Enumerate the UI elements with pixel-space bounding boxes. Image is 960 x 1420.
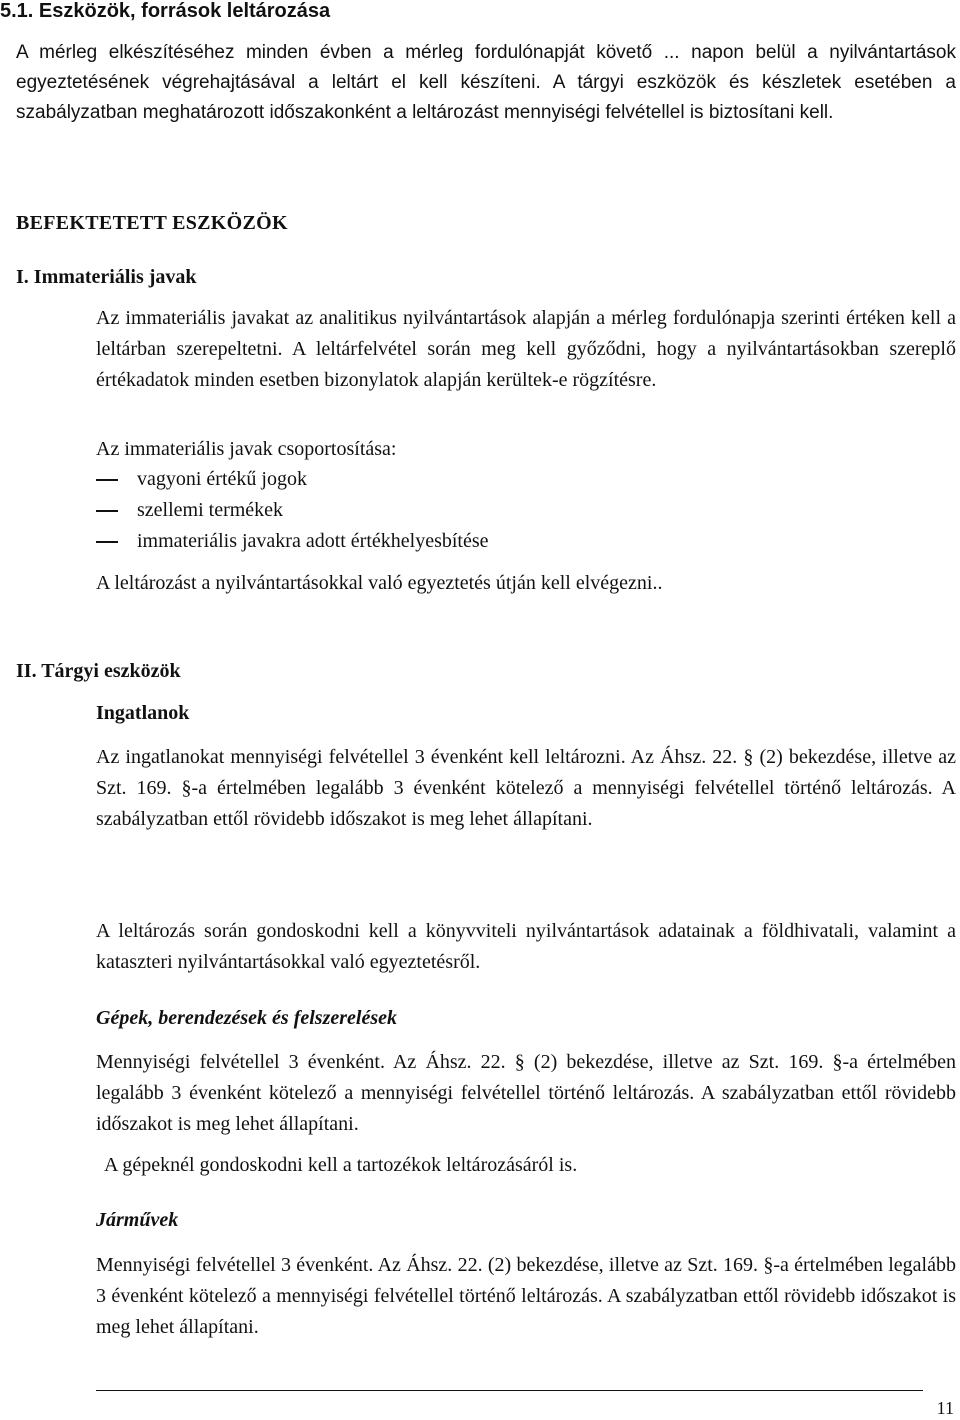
- real-estate-registry-paragraph: A leltározás során gondoskodni kell a könyvviteli nyilvántartások adatainak a földhivatali, valamint a kataszteri nyilvántartásokkal való egyeztetésről.: [96, 920, 956, 973]
- intangible-heading: I. Immateriális javak: [16, 266, 197, 288]
- list-item: [96, 526, 489, 557]
- intangible-group-list: [96, 464, 489, 557]
- machines-heading: Gépek, berendezések és felszerelések: [96, 1007, 398, 1029]
- list-item-text: immateriális javakra adott értékhelyesbítése: [137, 530, 489, 552]
- footer-rule: [96, 1390, 923, 1391]
- list-item-text: szellemi termékek: [137, 499, 284, 521]
- vehicles-paragraph: Mennyiségi felvétellel 3 évenként. Az Áhsz. 22. (2) bekezdése, illetve az Szt. 169. §-a értelmében legalább 3 évenként kötelező a mennyiségi felvétellel történő leltározás. A szabályzatban ettől rövidebb időszakot is meg lehet állapítani.: [96, 1254, 956, 1338]
- vehicles-heading: Járművek: [96, 1209, 179, 1231]
- invested-assets-heading: BEFEKTETETT ESZKÖZÖK: [16, 212, 288, 234]
- machines-accessories-paragraph: A gépeknél gondoskodni kell a tartozékok leltározásáról is.: [104, 1154, 578, 1176]
- real-estate-heading: Ingatlanok: [96, 702, 190, 724]
- intro-paragraph: A mérleg elkészítéséhez minden évben a mérleg fordulónapját követő ... napon belül a nyilvántartások egyeztetésének végrehajtásával a leltárt el kell készíteni. A tárgyi eszközök és készletek esetében a szabályzatban meghatározott időszakonként a leltározást mennyiségi felvétellel is biztosítani kell.: [16, 42, 956, 123]
- real-estate-paragraph: Az ingatlanokat mennyiségi felvétellel 3 évenként kell leltározni. Az Áhsz. 22. § (2) bekezdése, illetve az Szt. 169. §-a értelmében legalább 3 évenként kötelező a mennyiségi felvétellel történő leltározás. A szabályzatban ettől rövidebb időszakot is meg lehet állapítani.: [96, 746, 956, 830]
- intangible-grouping-label: Az immateriális javak csoportosítása:: [96, 438, 397, 460]
- section-title: 5.1. Eszközök, források leltározása: [0, 0, 331, 22]
- list-item: [96, 495, 489, 526]
- list-item-text: vagyoni értékű jogok: [137, 468, 307, 490]
- dash-bullet: [96, 541, 118, 543]
- intangible-paragraph: Az immateriális javakat az analitikus nyilvántartások alapján a mérleg fordulónapja szerinti értéken kell a leltárban szerepeltetni. A leltárfelvétel során meg kell győződni, hogy a nyilvántartásokban szereplő értékadatok minden esetben bizonylatok alapján kerültek-e rögzítésre.: [96, 307, 956, 391]
- tangible-heading: II. Tárgyi eszközök: [16, 660, 181, 682]
- intangible-closing: A leltározást a nyilvántartásokkal való egyeztetés útján kell elvégezni..: [96, 572, 663, 594]
- dash-bullet: [96, 510, 118, 512]
- page-number: 11: [936, 1398, 954, 1418]
- list-item: [96, 464, 489, 495]
- dash-bullet: [96, 479, 118, 481]
- machines-paragraph: Mennyiségi felvétellel 3 évenként. Az Áhsz. 22. § (2) bekezdése, illetve az Szt. 169. §-a értelmében legalább 3 évenként kötelező a mennyiségi felvétellel történő leltározás. A szabályzatban ettől rövidebb időszakot is meg lehet állapítani.: [96, 1051, 956, 1135]
